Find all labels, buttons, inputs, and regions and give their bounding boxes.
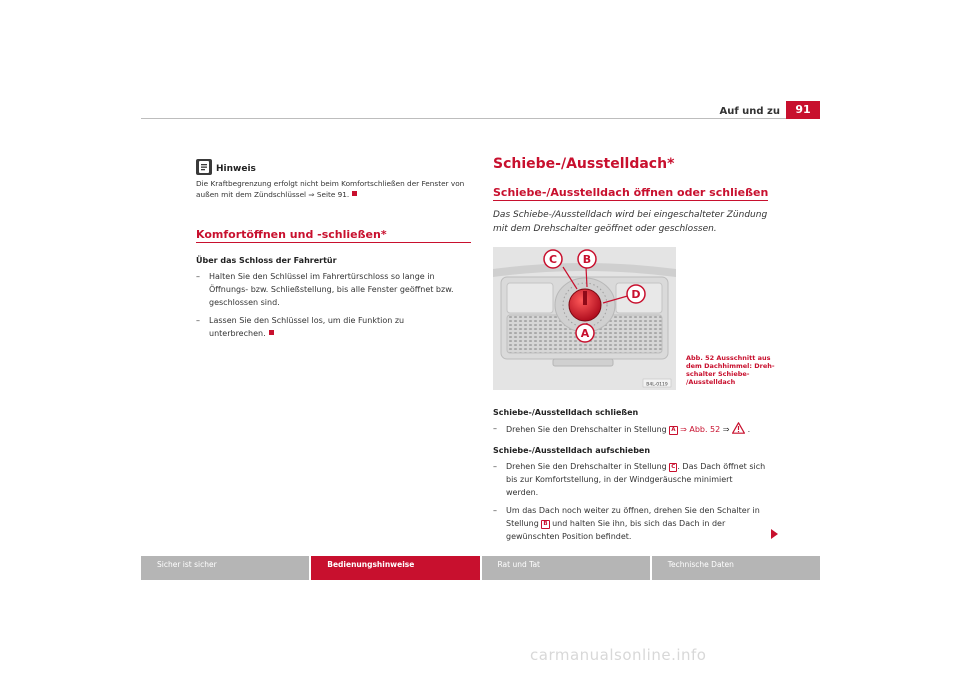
next-page-arrow-icon[interactable]: [771, 529, 778, 539]
footer-tab-bedienung[interactable]: Bedienungshinweise: [311, 556, 479, 580]
end-marker-icon: [269, 330, 274, 335]
figure-label-c: C: [548, 253, 558, 266]
end-marker-icon: [352, 191, 357, 196]
position-badge-b: B: [543, 521, 548, 527]
intro-text: Das Schiebe-/Ausstelldach wird bei eingeschalteter Zündung mit dem Drehschalter geöffnet oder geschlossen.: [493, 210, 768, 234]
header-rule: [141, 118, 820, 119]
subheading-fahrertuer: Über das Schloss der Fahrertür: [196, 256, 337, 265]
list-item: – Drehen Sie den Drehschalter in Stellung A ⇒ Abb. 52 ⇒ .: [493, 424, 751, 434]
footer-tab-technik[interactable]: Technische Daten: [652, 556, 820, 580]
position-badge-c: C: [671, 464, 676, 470]
subheading-open: Schiebe-/Ausstelldach aufschieben: [493, 446, 651, 455]
list-item: – Halten Sie den Schlüssel im Fahrertürschloss so lange in Öffnungs- bzw. Schließstellung, bis alle Fenster geöffnet bzw. geschlossen sind.: [196, 272, 454, 307]
footer-tab-sicher[interactable]: Sicher ist sicher: [141, 556, 309, 580]
figure-reference-link[interactable]: ⇒ Abb. 52: [680, 425, 721, 434]
header-title: Auf und zu: [719, 106, 780, 117]
sunroof-switch-figure: [493, 247, 676, 390]
section-title-dach: Schiebe-/Ausstelldach öffnen oder schließen: [493, 186, 769, 199]
list-item: – Um das Dach noch weiter zu öffnen, drehen Sie den Schalter in Stellung B und halten Sie ihn, bis sich das Dach in der gewünschten Position befindet.: [493, 506, 760, 541]
section-rule-left: [196, 242, 471, 243]
figure-code: B4L-0119: [646, 382, 668, 388]
list-item: – Drehen Sie den Drehschalter in Stellung C . Das Dach öffnet sich bis zur Komfortstellung, in der Windgeräusche minimiert werden.: [493, 462, 766, 497]
figure-label-b: B: [582, 253, 592, 266]
section-title-komfort: Komfortöffnen und -schließen*: [196, 228, 387, 241]
figure-label-d: D: [631, 288, 641, 301]
note-icon: [196, 159, 212, 175]
section-rule-right: [493, 200, 768, 201]
note-text: Die Kraftbegrenzung erfolgt nicht beim Komfortschließen der Fenster von außen mit dem Zündschlüssel ⇒ Seite 91.: [196, 179, 465, 199]
subheading-close: Schiebe-/Ausstelldach schließen: [493, 408, 639, 417]
footer-nav: [141, 556, 820, 580]
note-title: Hinweis: [216, 164, 256, 174]
footer-tab-rat[interactable]: Rat und Tat: [482, 556, 650, 580]
watermark: carmanualsonline.info: [530, 646, 707, 664]
figure-label-a: A: [580, 327, 590, 340]
page-number: 91: [786, 101, 820, 119]
figure-caption: Abb. 52 Ausschnitt aus dem Dachhimmel: Dreh- schalter Schiebe- /Ausstelldach: [686, 354, 775, 386]
warning-icon[interactable]: [732, 422, 745, 434]
list-item: – Lassen Sie den Schlüssel los, um die Funktion zu unterbrechen.: [196, 316, 405, 338]
page-title: Schiebe-/Ausstelldach*: [493, 156, 675, 172]
position-badge-a: A: [671, 427, 676, 433]
